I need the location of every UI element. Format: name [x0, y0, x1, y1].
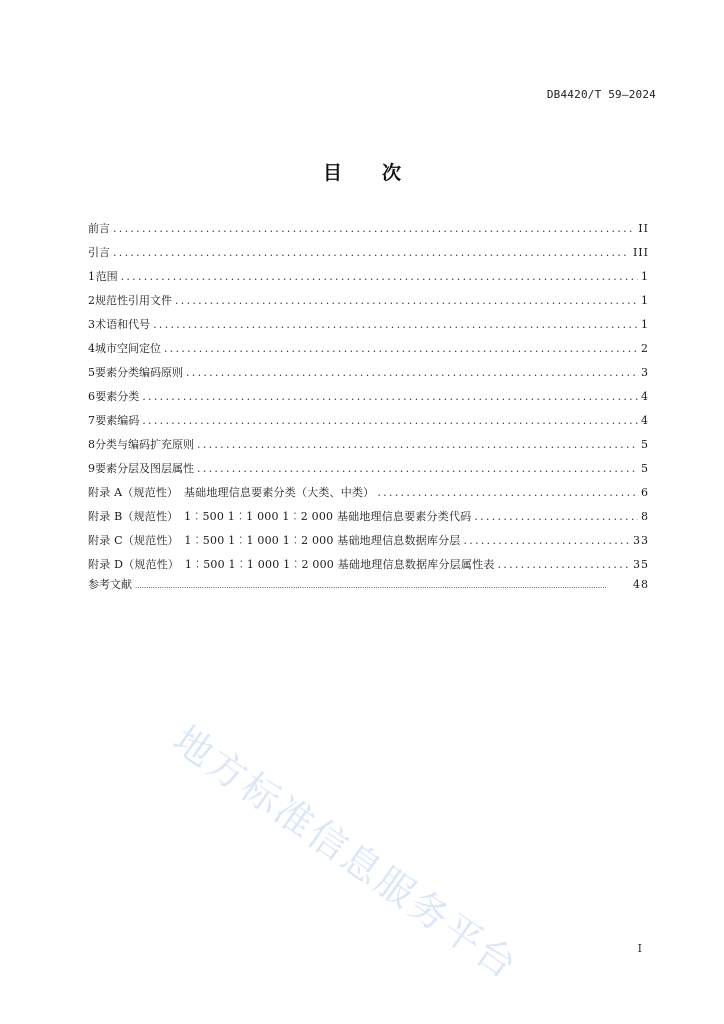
toc-entry-7[interactable]	[88, 409, 649, 433]
toc-label: 引言	[88, 246, 110, 259]
toc-leader-dots	[113, 217, 635, 241]
toc-page: 1	[641, 318, 649, 331]
toc-label: 分类与编码扩充原则	[95, 438, 194, 451]
toc-leader-dots	[197, 457, 638, 481]
toc-leader-dots	[463, 529, 630, 553]
toc-label: 要素分类编码原则	[95, 366, 183, 379]
toc-number: 8	[88, 438, 95, 451]
toc-entry-8[interactable]	[88, 433, 649, 457]
toc-entry-2[interactable]	[88, 289, 649, 313]
toc-number: 7	[88, 414, 95, 427]
toc-leader-dots	[197, 433, 638, 457]
toc-entry-4[interactable]	[88, 337, 649, 361]
toc-label: 要素分层及图层属性	[95, 462, 194, 475]
toc-leader-dots	[153, 313, 638, 337]
toc-entry-appendix-a[interactable]	[88, 481, 649, 505]
toc-leader-dots	[474, 505, 638, 529]
toc-page: 48	[633, 578, 649, 591]
toc-label: 术语和代号	[95, 318, 151, 331]
toc-page: 5	[641, 438, 649, 451]
standard-code: DB4420/T 59—2024	[546, 88, 656, 101]
toc-leader-dots	[497, 553, 630, 577]
toc-label: 附录 B（规范性） 1︰500 1︰1 000 1︰2 000 基础地理信息要素分类代码	[88, 510, 472, 523]
toc-page: 1	[641, 294, 649, 307]
toc-page: 1	[641, 270, 649, 283]
toc-entry-1[interactable]	[88, 265, 649, 289]
toc-label: 要素编码	[95, 414, 140, 427]
toc-leader-dots	[113, 241, 630, 265]
toc-entry-introduction[interactable]	[88, 241, 649, 265]
table-of-contents	[88, 217, 649, 593]
page-title	[0, 158, 724, 185]
page-number: I	[637, 942, 642, 955]
toc-page: 4	[641, 414, 649, 427]
toc-leader-dots	[377, 481, 638, 505]
toc-entry-foreword[interactable]	[88, 217, 649, 241]
toc-leader-dots	[142, 385, 638, 409]
toc-number: 6	[88, 390, 95, 403]
toc-entry-appendix-d[interactable]	[88, 553, 649, 577]
toc-entry-9[interactable]	[88, 457, 649, 481]
watermark: 地方标准信息服务平台	[165, 717, 527, 989]
toc-label: 规范性引用文件	[95, 294, 172, 307]
toc-entry-bibliography[interactable]	[88, 577, 649, 593]
toc-entry-appendix-b[interactable]	[88, 505, 649, 529]
toc-entry-6[interactable]	[88, 385, 649, 409]
toc-leader-dots	[186, 361, 638, 385]
title-char-2: 次	[382, 162, 402, 184]
toc-label: 范围	[95, 270, 118, 283]
toc-page: 5	[641, 462, 649, 475]
toc-page: 6	[641, 486, 649, 499]
toc-number: 2	[88, 294, 95, 307]
toc-label: 要素分类	[95, 390, 140, 403]
toc-number: 9	[88, 462, 95, 475]
toc-leader-dots	[135, 578, 630, 594]
toc-number: 4	[88, 342, 95, 355]
toc-page: 8	[641, 510, 649, 523]
toc-label: 前言	[88, 222, 110, 235]
toc-page: 33	[633, 534, 649, 547]
toc-page: 3	[641, 366, 649, 379]
toc-label: 附录 D（规范性） 1︰500 1︰1 000 1︰2 000 基础地理信息数据库分层属性表	[88, 558, 495, 571]
toc-leader-dots	[164, 337, 638, 361]
title-char-1: 目	[322, 162, 342, 184]
toc-number: 1	[88, 270, 95, 283]
toc-page: 4	[641, 390, 649, 403]
toc-entry-5[interactable]	[88, 361, 649, 385]
toc-page: III	[632, 246, 649, 259]
toc-leader-dots	[175, 289, 638, 313]
toc-entry-appendix-c[interactable]	[88, 529, 649, 553]
toc-leader-dots	[142, 409, 638, 433]
toc-number: 5	[88, 366, 95, 379]
toc-page: II	[638, 222, 649, 235]
toc-label: 参考文献	[88, 578, 132, 591]
toc-label: 城市空间定位	[95, 342, 161, 355]
toc-number: 3	[88, 318, 95, 331]
toc-page: 35	[633, 558, 649, 571]
toc-label: 附录 A（规范性） 基础地理信息要素分类（大类、中类）	[88, 486, 375, 499]
toc-entry-3[interactable]	[88, 313, 649, 337]
toc-page: 2	[641, 342, 649, 355]
toc-label: 附录 C（规范性） 1︰500 1︰1 000 1︰2 000 基础地理信息数据库分层	[88, 534, 461, 547]
toc-leader-dots	[121, 265, 638, 289]
